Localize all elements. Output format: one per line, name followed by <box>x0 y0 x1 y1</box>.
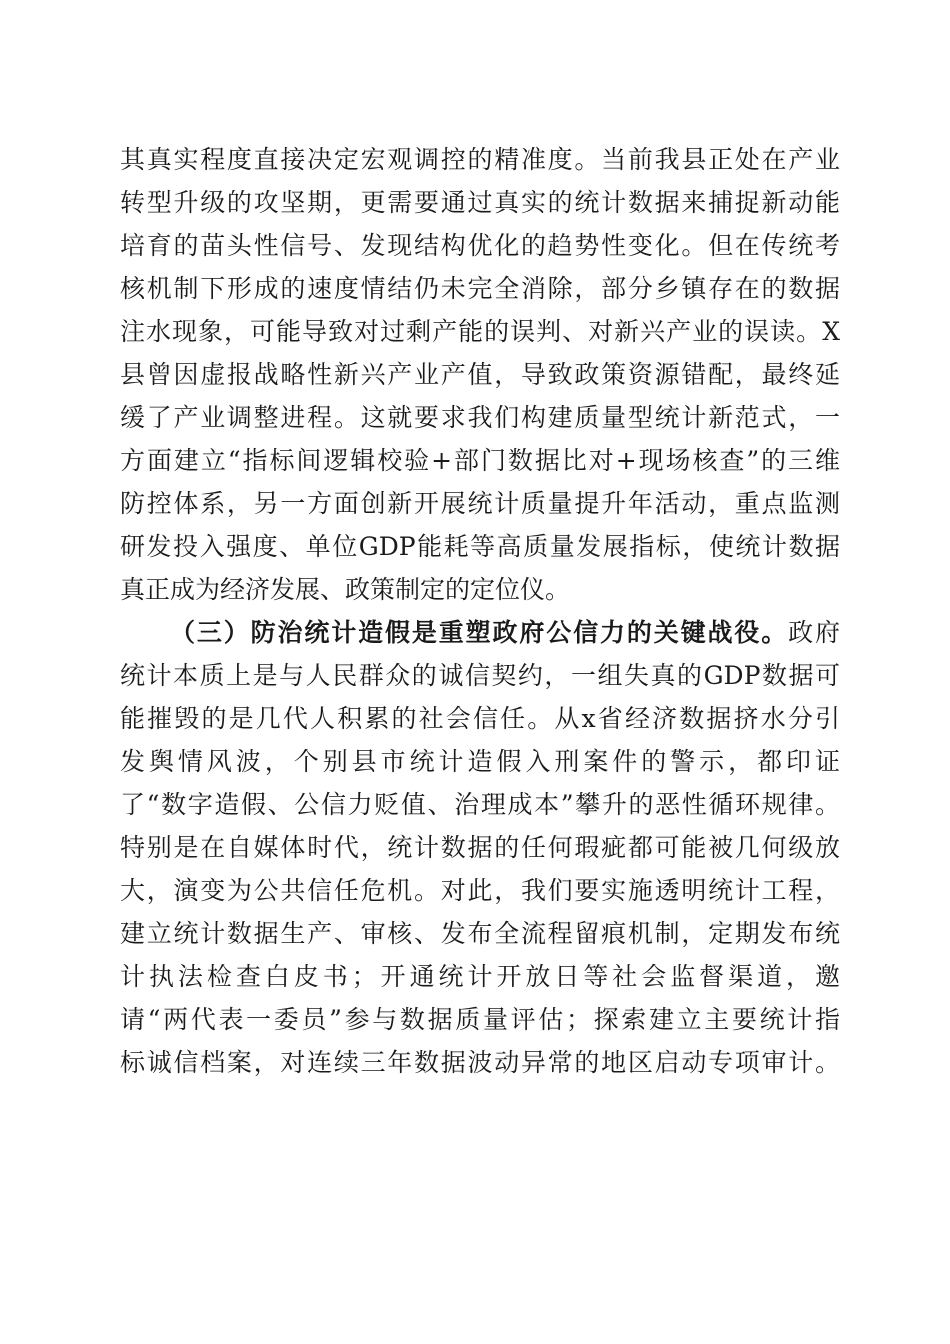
paragraph-line: 方面建立“指标间逻辑校验+部门数据比对+现场核查”的三维 <box>120 446 840 475</box>
section-3-first-line <box>170 615 840 651</box>
paragraph-line: 大，演变为公共信任危机。对此，我们要实施透明统计工程， <box>120 876 840 905</box>
paragraph-line: 其真实程度直接决定宏观调控的精准度。当前我县正处在产业 <box>120 145 840 174</box>
paragraph-line: 培育的苗头性信号、发现结构优化的趋势性变化。但在传统考 <box>120 231 840 260</box>
paragraph-line: 特别是在自媒体时代，统计数据的任何瑕疵都可能被几何级放 <box>120 833 840 862</box>
paragraph-line: 标诚信档案，对连续三年数据波动异常的地区启动专项审计。 <box>120 1048 840 1077</box>
paragraph-line: 注水现象，可能导致对过剩产能的误判、对新兴产业的误读。X <box>120 317 840 346</box>
paragraph-line: 防控体系，另一方面创新开展统计质量提升年活动，重点监测 <box>120 489 840 518</box>
section-3-heading-tail: 政府 <box>788 618 840 647</box>
paragraph-line: 了“数字造假、公信力贬值、治理成本”攀升的恶性循环规律。 <box>120 790 840 819</box>
paragraph-line: 研发投入强度、单位GDP能耗等高质量发展指标，使统计数据 <box>120 532 840 561</box>
paragraph-line: 能摧毁的是几代人积累的社会信任。从x省经济数据挤水分引 <box>120 704 840 733</box>
paragraph-line: 转型升级的攻坚期，更需要通过真实的统计数据来捕捉新动能 <box>120 188 840 217</box>
paragraph-line: 计执法检查白皮书；开通统计开放日等社会监督渠道，邀 <box>120 962 840 991</box>
paragraph-line: 缓了产业调整进程。这就要求我们构建质量型统计新范式，一 <box>120 403 840 432</box>
paragraph-line: 建立统计数据生产、审核、发布全流程留痕机制，定期发布统 <box>120 919 840 948</box>
paragraph-line: 统计本质上是与人民群众的诚信契约，一组失真的GDP数据可 <box>120 661 840 690</box>
section-3-heading: （三）防治统计造假是重塑政府公信力的关键战役。 <box>170 618 789 647</box>
paragraph-line: 请“两代表一委员”参与数据质量评估；探索建立主要统计指 <box>120 1005 840 1034</box>
paragraph-line: 县曾因虚报战略性新兴产业产值，导致政策资源错配，最终延 <box>120 360 840 389</box>
paragraph-line: 真正成为经济发展、政策制定的定位仪。 <box>120 575 571 604</box>
paragraph-line: 发舆情风波，个别县市统计造假入刑案件的警示，都印证 <box>120 747 840 776</box>
paragraph-line: 核机制下形成的速度情结仍未完全消除，部分乡镇存在的数据 <box>120 274 840 303</box>
